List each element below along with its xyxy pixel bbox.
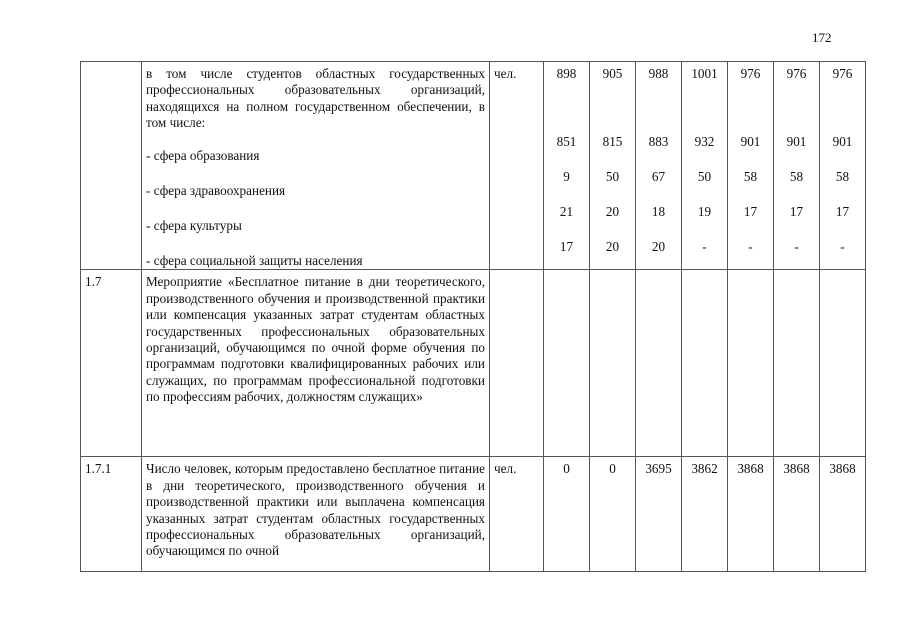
value: 17	[559, 239, 574, 254]
value: 58	[835, 169, 850, 184]
sub-item: - сфера образования	[146, 148, 260, 163]
value: 905	[602, 66, 623, 81]
value: 3695	[636, 457, 682, 572]
value: 19	[697, 204, 712, 219]
value	[544, 270, 590, 457]
value	[774, 270, 820, 457]
value	[636, 270, 682, 457]
indicator-table	[80, 61, 866, 572]
value: 883	[648, 134, 669, 149]
row-number	[81, 62, 142, 270]
value-column	[820, 62, 866, 270]
value: 976	[786, 66, 807, 81]
value: 17	[835, 204, 850, 219]
value: 50	[605, 169, 620, 184]
value: 17	[789, 204, 804, 219]
value	[728, 270, 774, 457]
table-row	[81, 457, 866, 572]
value: 3868	[820, 457, 866, 572]
value: 67	[651, 169, 666, 184]
value: 17	[743, 204, 758, 219]
value: 901	[786, 134, 807, 149]
sub-item: - сфера культуры	[146, 218, 242, 233]
value: 20	[651, 239, 666, 254]
value: 9	[563, 169, 570, 184]
indicator-name	[142, 62, 490, 270]
indicator-name: Число человек, которым предоставлено бесплатное питание в дни теоретического, производственного обучения и производственной практики или выплачена компенсация указанных затрат студентам областных государственных профессиональных образовательных организаций, обучающимся по очной	[142, 457, 490, 572]
value: 58	[789, 169, 804, 184]
unit	[490, 270, 544, 457]
value-column	[682, 62, 728, 270]
value	[682, 270, 728, 457]
value: 58	[743, 169, 758, 184]
unit: чел.	[490, 457, 544, 572]
value: 815	[602, 134, 623, 149]
value: 976	[740, 66, 761, 81]
indicator-main-text: в том числе студентов областных государственных профессиональных образовательных организаций, находящихся на полном государственном обеспечении, в том числе:	[146, 66, 485, 131]
value: 976	[832, 66, 853, 81]
row-number: 1.7	[81, 270, 142, 457]
value: 932	[694, 134, 715, 149]
value-column	[774, 62, 820, 270]
value	[590, 270, 636, 457]
value-column	[728, 62, 774, 270]
value: 50	[697, 169, 712, 184]
unit: чел.	[490, 62, 544, 270]
value: 1001	[691, 66, 718, 81]
table-row	[81, 62, 866, 270]
value: 898	[556, 66, 577, 81]
value: -	[702, 239, 707, 254]
value: -	[794, 239, 799, 254]
value: 0	[590, 457, 636, 572]
value: -	[748, 239, 753, 254]
value: 0	[544, 457, 590, 572]
value: 851	[556, 134, 577, 149]
value: -	[840, 239, 845, 254]
value-column	[636, 62, 682, 270]
table-row	[81, 270, 866, 457]
page-number: 172	[812, 30, 832, 45]
row-number: 1.7.1	[81, 457, 142, 572]
value	[820, 270, 866, 457]
value: 901	[832, 134, 853, 149]
value-column	[590, 62, 636, 270]
value: 3862	[682, 457, 728, 572]
indicator-name: Мероприятие «Бесплатное питание в дни теоретического, производственного обучения и производственной практики или компенсация указанных затрат студентам областных государственных профессиональных образовательных организаций, обучающимся по очной форме обучения по программам подготовки квалифицированных рабочих или служащих, по программам профессиональной подготовки по профессиям рабочих, должностям служащих»	[142, 270, 490, 457]
value: 21	[559, 204, 574, 219]
value-column	[544, 62, 590, 270]
value: 20	[605, 239, 620, 254]
value: 18	[651, 204, 666, 219]
sub-item: - сфера здравоохранения	[146, 183, 286, 198]
value: 3868	[728, 457, 774, 572]
value: 988	[648, 66, 669, 81]
value: 20	[605, 204, 620, 219]
sub-item: - сфера социальной защиты населения	[146, 253, 363, 268]
value: 3868	[774, 457, 820, 572]
value: 901	[740, 134, 761, 149]
